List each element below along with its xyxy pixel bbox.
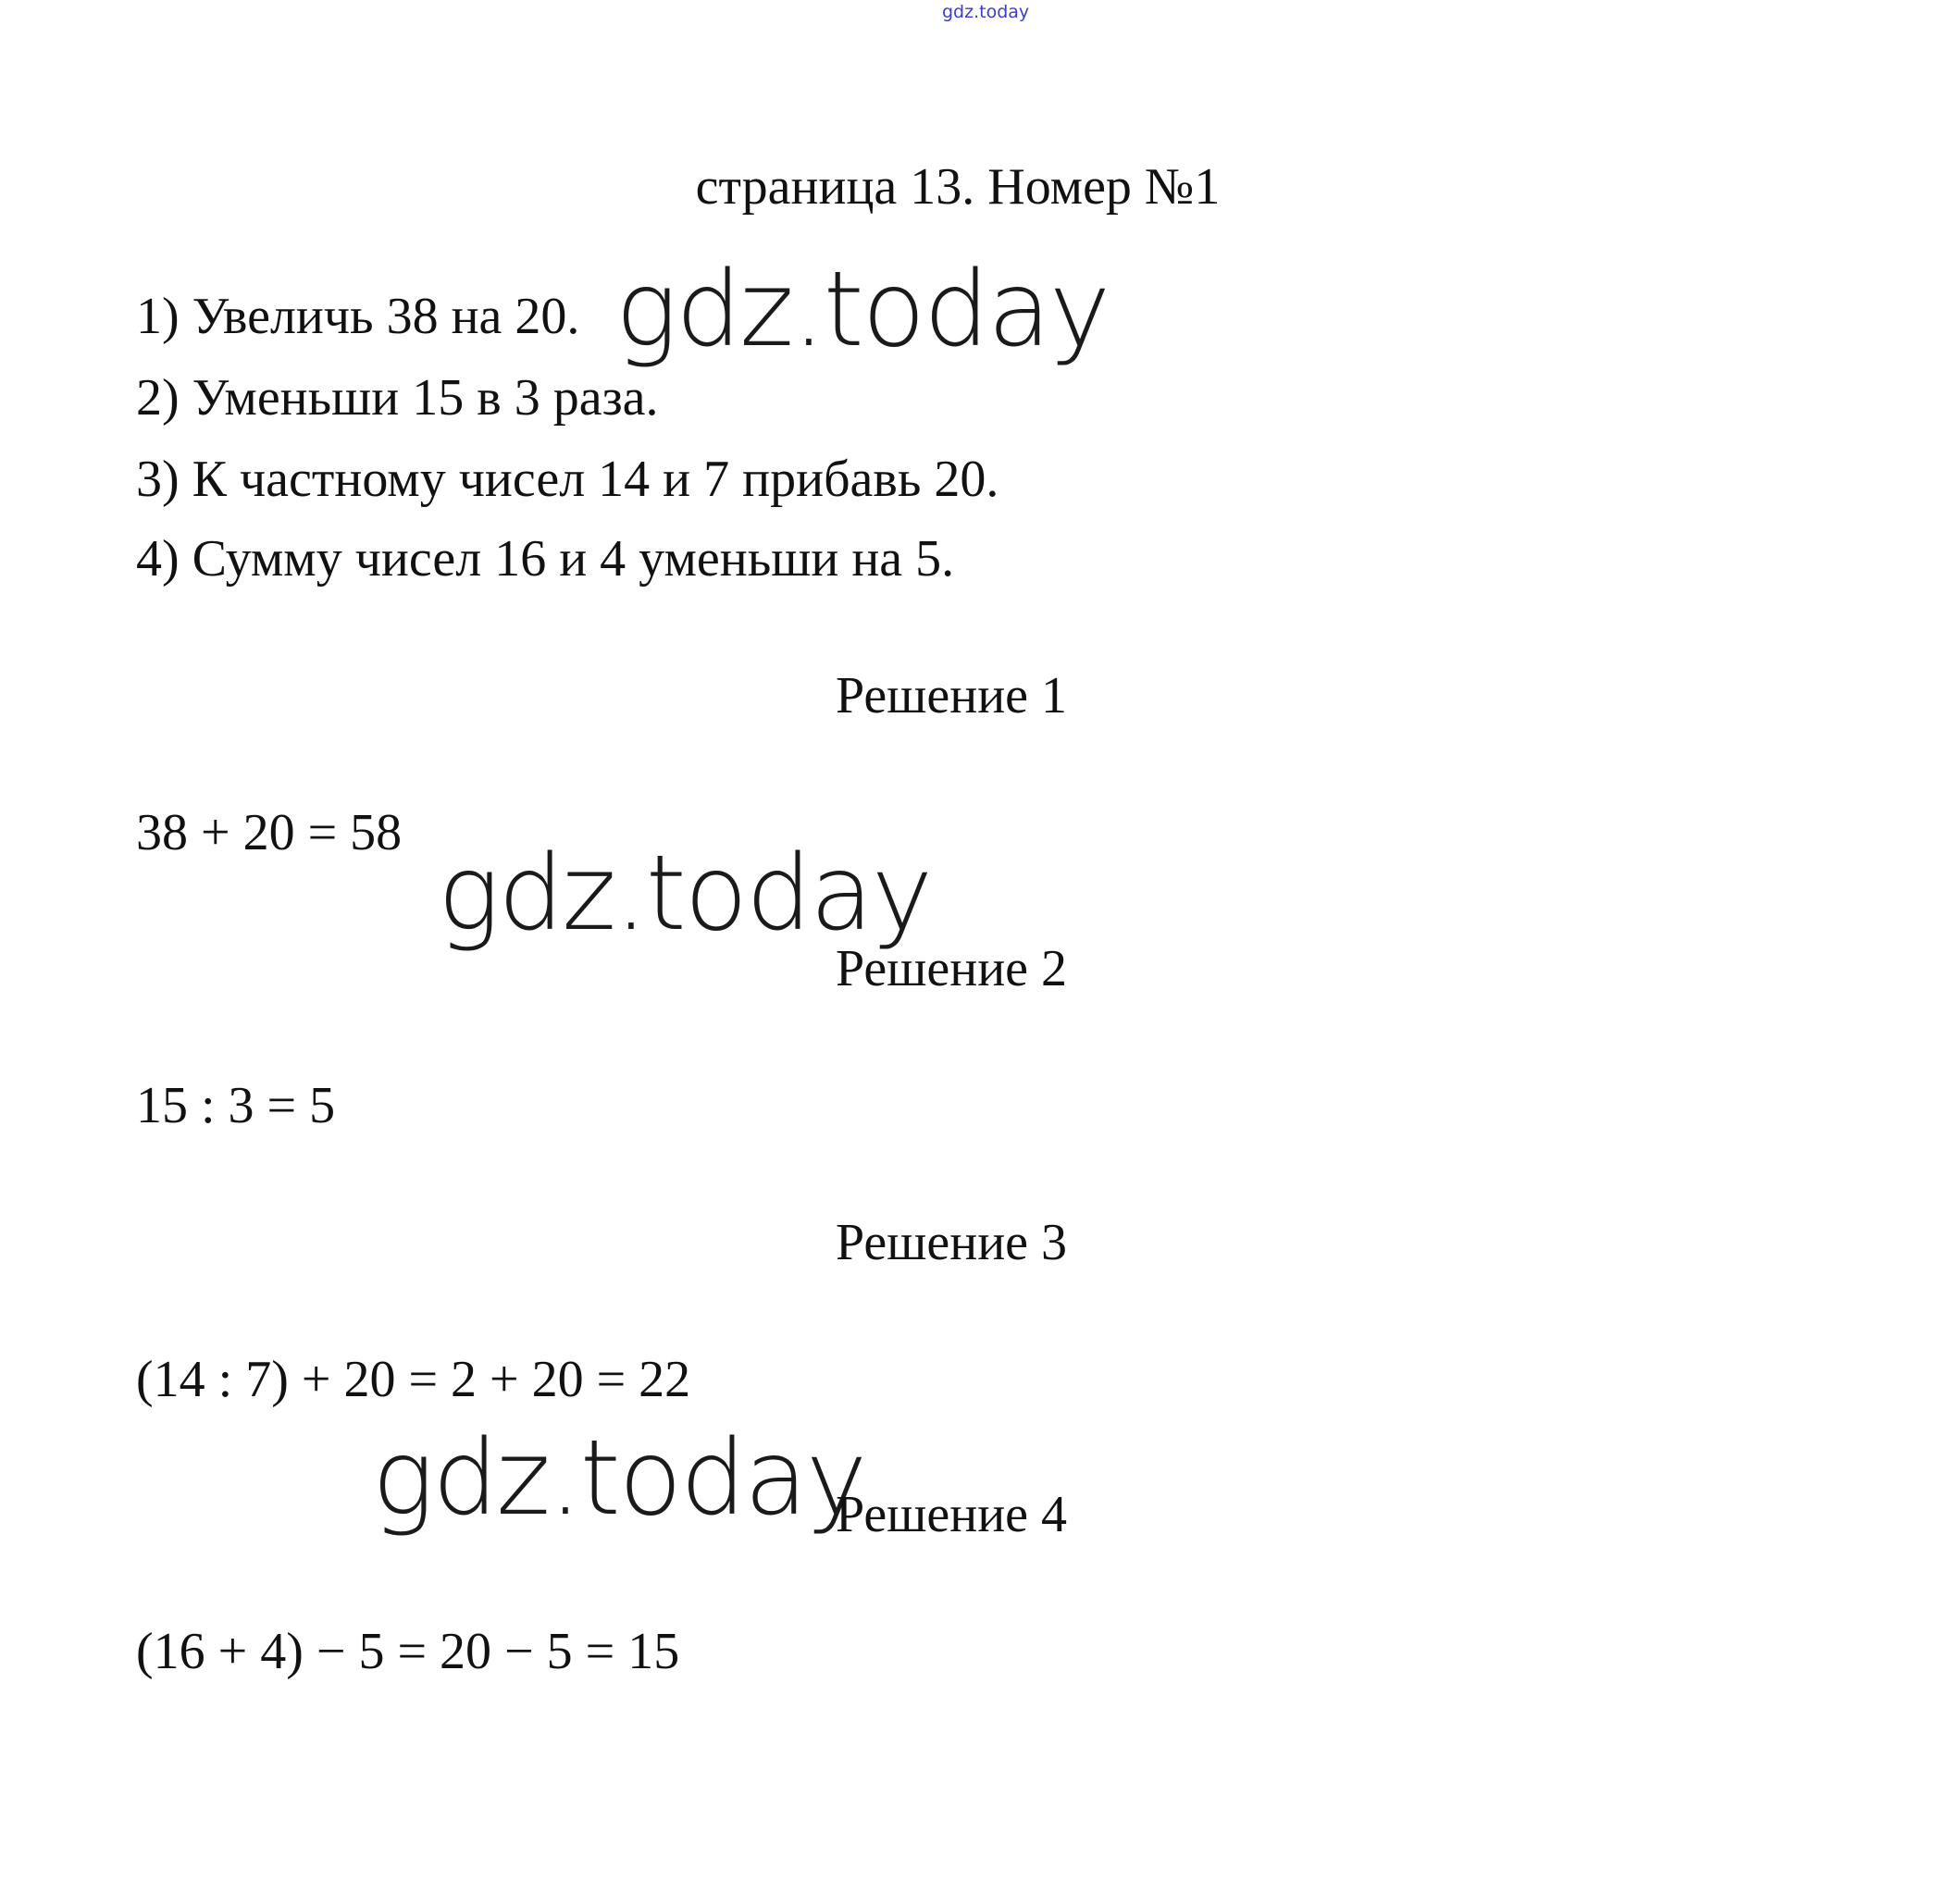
header-watermark: gdz.today [942, 2, 1030, 22]
task-3: 3) К частному чисел 14 и 7 прибавь 20. [136, 451, 999, 508]
solution-answer-1: 38 + 20 = 58 [136, 804, 403, 861]
solution-answer-2: 15 : 3 = 5 [136, 1077, 336, 1134]
task-1: 1) Увеличь 38 на 20. [136, 288, 580, 345]
watermark: gdz.today [438, 834, 932, 954]
watermark: gdz.today [615, 250, 1110, 370]
solution-heading-3: Решение 3 [836, 1214, 1068, 1271]
solution-answer-4: (16 + 4) − 5 = 20 − 5 = 15 [136, 1623, 680, 1680]
page-title: страница 13. Номер №1 [695, 158, 1221, 216]
solution-heading-2: Решение 2 [836, 940, 1068, 997]
task-2: 2) Уменьши 15 в 3 раза. [136, 369, 659, 427]
solution-answer-3: (14 : 7) + 20 = 2 + 20 = 22 [136, 1351, 691, 1408]
solution-heading-4: Решение 4 [836, 1486, 1068, 1543]
watermark: gdz.today [372, 1418, 866, 1539]
solution-heading-1: Решение 1 [836, 667, 1068, 724]
task-4: 4) Сумму чисел 16 и 4 уменьши на 5. [136, 530, 955, 588]
